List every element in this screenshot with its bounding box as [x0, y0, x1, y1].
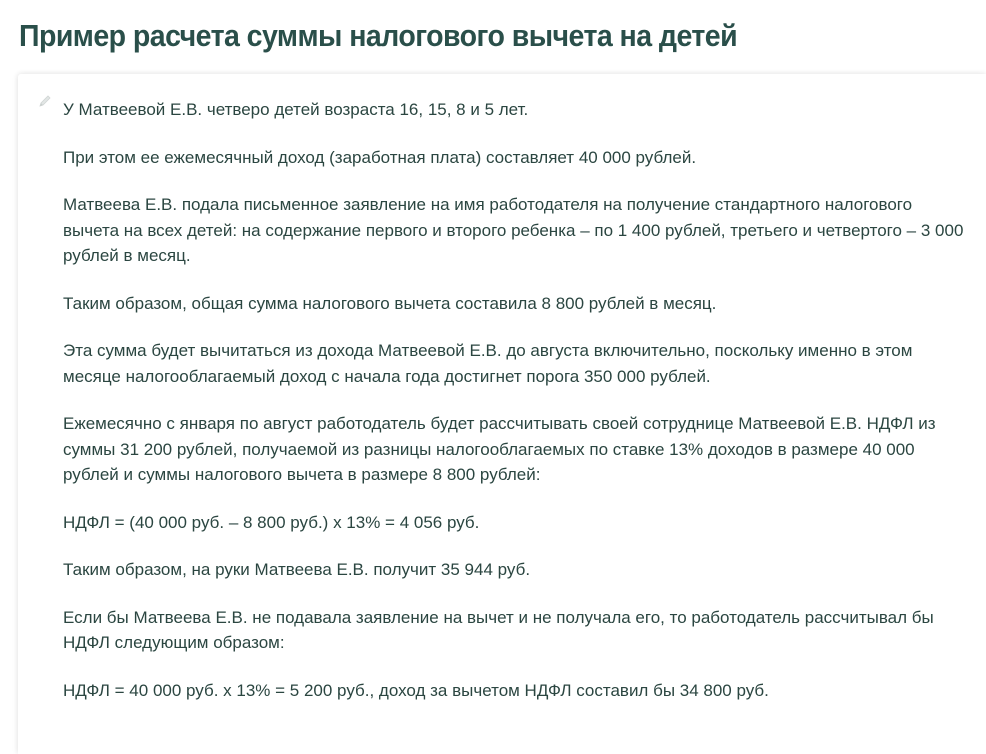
paragraph: Эта сумма будет вычитаться из дохода Матвеевой Е.В. до августа включительно, поскольку именно в этом месяце налогооблагаемый доход с начала года достигнет порога 350 000 рублей.: [63, 341, 913, 386]
card-body: [63, 97, 968, 725]
paragraph: Таким образом, общая сумма налогового вычета составила 8 800 рублей в месяц.: [63, 293, 717, 313]
paragraph: Ежемесячно с января по август работодатель будет рассчитывать своей сотруднице Матвеевой Е.В. НДФЛ из суммы 31 200 рублей, получаемой из разницы налогооблагаемых по ставке 13% доходов в размере 40 000 рублей и суммы налогового вычета в размере 8 800 рублей:: [63, 414, 936, 484]
paragraph: Если бы Матвеева Е.В. не подавала заявление на вычет и не получала его, то работодатель рассчитывал бы НДФЛ следующим образом:: [63, 607, 934, 652]
page-title: Пример расчета суммы налогового вычета на детей: [19, 18, 738, 53]
example-card: [18, 74, 986, 754]
pencil-icon: [38, 94, 52, 108]
formula: НДФЛ = (40 000 руб. – 8 800 руб.) х 13% = 4 056 руб.: [63, 512, 480, 532]
paragraph: Матвеева Е.В. подала письменное заявление на имя работодателя на получение стандартного налогового вычета на всех детей: на содержание первого и второго ребенка – по 1 400 рублей, третьего и четвертого – 3 000 рублей в месяц.: [63, 195, 964, 265]
paragraph: При этом ее ежемесячный доход (заработная плата) составляет 40 000 рублей.: [63, 147, 697, 167]
formula: НДФЛ = 40 000 руб. х 13% = 5 200 руб., доход за вычетом НДФЛ составил бы 34 800 руб.: [63, 680, 769, 700]
paragraph: Таким образом, на руки Матвеева Е.В. получит 35 944 руб.: [63, 560, 531, 579]
paragraph: У Матвеевой Е.В. четверо детей возраста 16, 15, 8 и 5 лет.: [63, 100, 529, 119]
